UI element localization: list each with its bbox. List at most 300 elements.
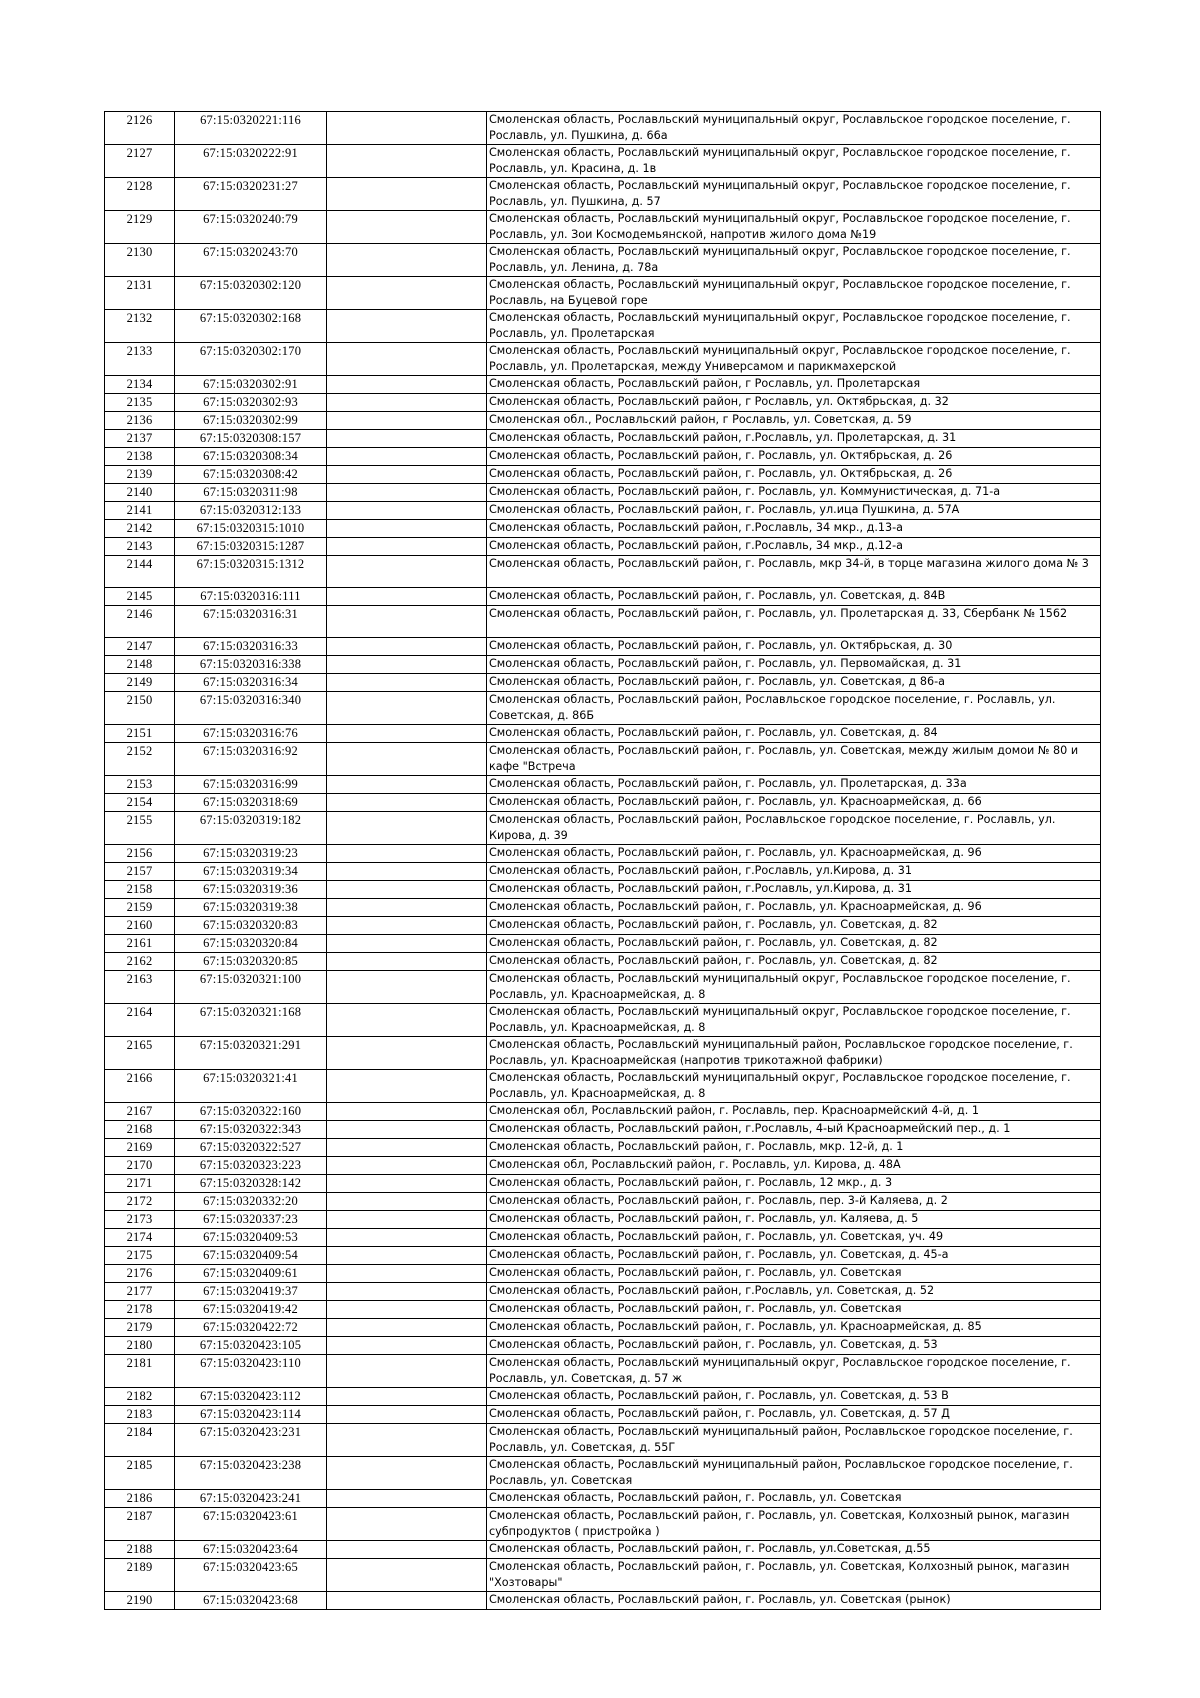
empty-cell <box>327 1457 487 1490</box>
table-row <box>105 935 1101 953</box>
table-row <box>105 776 1101 794</box>
address-cell: Смоленская область, Рославльский муниципальный район, Рославльское городское поселение, г. Рославль, ул. Советская <box>487 1457 1101 1490</box>
cadastral-number: 67:15:0320302:168 <box>175 310 327 343</box>
table-row <box>105 1103 1101 1121</box>
cadastral-number: 67:15:0320316:338 <box>175 656 327 674</box>
table-row <box>105 1247 1101 1265</box>
row-number: 2190 <box>105 1592 175 1610</box>
cadastral-number: 67:15:0320332:20 <box>175 1193 327 1211</box>
table-row <box>105 812 1101 845</box>
address-cell: Смоленская область, Рославльский муниципальный округ, Рославльское городское поселение, г. Рославль, ул. Пушкина, д. 57 <box>487 178 1101 211</box>
cadastral-number: 67:15:0320419:42 <box>175 1301 327 1319</box>
cadastral-number: 67:15:0320322:160 <box>175 1103 327 1121</box>
cadastral-number: 67:15:0320221:116 <box>175 112 327 145</box>
row-number: 2154 <box>105 794 175 812</box>
address-cell: Смоленская область, Рославльский район, г. Рославль, ул. Советская, д. 84В <box>487 588 1101 606</box>
table-row <box>105 1337 1101 1355</box>
table-row <box>105 656 1101 674</box>
cadastral-number: 67:15:0320321:41 <box>175 1070 327 1103</box>
address-cell: Смоленская область, Рославльский район, г.Рославль, ул.Кирова, д. 31 <box>487 863 1101 881</box>
cadastral-number: 67:15:0320423:114 <box>175 1406 327 1424</box>
cadastral-number: 67:15:0320315:1010 <box>175 520 327 538</box>
row-number: 2129 <box>105 211 175 244</box>
table-row <box>105 448 1101 466</box>
empty-cell <box>327 1229 487 1247</box>
table-row <box>105 743 1101 776</box>
address-cell: Смоленская область, Рославльский район, г. Рославль, ул. Советская, д. 82 <box>487 917 1101 935</box>
table-row <box>105 1004 1101 1037</box>
empty-cell <box>327 1355 487 1388</box>
table-row <box>105 394 1101 412</box>
cadastral-number: 67:15:0320337:23 <box>175 1211 327 1229</box>
table-row <box>105 538 1101 556</box>
table-row <box>105 1121 1101 1139</box>
row-number: 2138 <box>105 448 175 466</box>
address-cell: Смоленская область, Рославльский муниципальный район, Рославльское городское поселение, г. Рославль, ул. Советская, д. 55Г <box>487 1424 1101 1457</box>
table-row <box>105 953 1101 971</box>
table-row <box>105 881 1101 899</box>
empty-cell <box>327 776 487 794</box>
empty-cell <box>327 412 487 430</box>
table-row <box>105 1490 1101 1508</box>
row-number: 2185 <box>105 1457 175 1490</box>
empty-cell <box>327 674 487 692</box>
table-row <box>105 1355 1101 1388</box>
row-number: 2141 <box>105 502 175 520</box>
table-row <box>105 863 1101 881</box>
row-number: 2175 <box>105 1247 175 1265</box>
empty-cell <box>327 244 487 277</box>
empty-cell <box>327 1157 487 1175</box>
table-row <box>105 556 1101 588</box>
table-row <box>105 1193 1101 1211</box>
address-cell: Смоленская область, Рославльский район, г. Рославль, ул. Советская, д 86-а <box>487 674 1101 692</box>
address-cell: Смоленская область, Рославльский муниципальный округ, Рославльское городское поселение, г. Рославль, ул. Зои Космодемьянской, напротив жилого дома №19 <box>487 211 1101 244</box>
empty-cell <box>327 556 487 588</box>
empty-cell <box>327 1211 487 1229</box>
table-row <box>105 430 1101 448</box>
row-number: 2184 <box>105 1424 175 1457</box>
row-number: 2158 <box>105 881 175 899</box>
row-number: 2177 <box>105 1283 175 1301</box>
cadastral-number: 67:15:0320316:76 <box>175 725 327 743</box>
address-cell: Смоленская область, Рославльский район, г. Рославль, ул. Советская, д. 53 <box>487 1337 1101 1355</box>
table-row <box>105 1406 1101 1424</box>
cadastral-number: 67:15:0320240:79 <box>175 211 327 244</box>
address-cell: Смоленская область, Рославльский район, г. Рославль, мкр. 12-й, д. 1 <box>487 1139 1101 1157</box>
address-cell: Смоленская область, Рославльский район, г. Рославль, ул. Советская, д. 82 <box>487 953 1101 971</box>
row-number: 2147 <box>105 638 175 656</box>
table-row <box>105 1211 1101 1229</box>
empty-cell <box>327 1337 487 1355</box>
empty-cell <box>327 1139 487 1157</box>
cadastral-number: 67:15:0320316:111 <box>175 588 327 606</box>
cadastral-number: 67:15:0320319:38 <box>175 899 327 917</box>
empty-cell <box>327 178 487 211</box>
table-row <box>105 145 1101 178</box>
empty-cell <box>327 1247 487 1265</box>
empty-cell <box>327 1541 487 1559</box>
cadastral-number: 67:15:0320308:34 <box>175 448 327 466</box>
table-row <box>105 1319 1101 1337</box>
cadastral-number: 67:15:0320302:91 <box>175 376 327 394</box>
row-number: 2132 <box>105 310 175 343</box>
table-row <box>105 244 1101 277</box>
row-number: 2186 <box>105 1490 175 1508</box>
cadastral-number: 67:15:0320231:27 <box>175 178 327 211</box>
cadastral-number: 67:15:0320302:170 <box>175 343 327 376</box>
row-number: 2127 <box>105 145 175 178</box>
row-number: 2168 <box>105 1121 175 1139</box>
address-cell: Смоленская область, Рославльский район, г Рославль, ул. Октябрьская, д. 32 <box>487 394 1101 412</box>
row-number: 2148 <box>105 656 175 674</box>
empty-cell <box>327 743 487 776</box>
row-number: 2159 <box>105 899 175 917</box>
cadastral-number: 67:15:0320423:65 <box>175 1559 327 1592</box>
table-row <box>105 412 1101 430</box>
row-number: 2162 <box>105 953 175 971</box>
empty-cell <box>327 1121 487 1139</box>
table-row <box>105 1139 1101 1157</box>
row-number: 2145 <box>105 588 175 606</box>
table-row <box>105 1283 1101 1301</box>
row-number: 2144 <box>105 556 175 588</box>
row-number: 2133 <box>105 343 175 376</box>
cadastral-number: 67:15:0320316:340 <box>175 692 327 725</box>
empty-cell <box>327 1406 487 1424</box>
address-cell: Смоленская область, Рославльский район, г. Рославль, ул. Первомайская, д. 31 <box>487 656 1101 674</box>
row-number: 2170 <box>105 1157 175 1175</box>
table-row <box>105 466 1101 484</box>
table-row <box>105 674 1101 692</box>
table-row <box>105 1157 1101 1175</box>
empty-cell <box>327 1175 487 1193</box>
empty-cell <box>327 1004 487 1037</box>
row-number: 2136 <box>105 412 175 430</box>
empty-cell <box>327 725 487 743</box>
cadastral-number: 67:15:0320409:61 <box>175 1265 327 1283</box>
row-number: 2155 <box>105 812 175 845</box>
cadastral-number: 67:15:0320312:133 <box>175 502 327 520</box>
cadastral-number: 67:15:0320423:61 <box>175 1508 327 1541</box>
address-cell: Смоленская область, Рославльский муниципальный округ, Рославльское городское поселение, г. Рославль, ул. Красноармейская, д. 8 <box>487 1004 1101 1037</box>
empty-cell <box>327 538 487 556</box>
cadastral-number: 67:15:0320308:157 <box>175 430 327 448</box>
row-number: 2163 <box>105 971 175 1004</box>
table-row <box>105 1388 1101 1406</box>
address-cell: Смоленская область, Рославльский район, г. Рославль, ул. Пролетарская, д. 33а <box>487 776 1101 794</box>
cadastral-number: 67:15:0320320:83 <box>175 917 327 935</box>
empty-cell <box>327 899 487 917</box>
table-row <box>105 1541 1101 1559</box>
address-cell: Смоленская область, Рославльский район, г. Рославль, ул. Советская, Колхозный рынок, магазин субпродуктов ( пристройка ) <box>487 1508 1101 1541</box>
cadastral-number: 67:15:0320302:99 <box>175 412 327 430</box>
address-cell: Смоленская область, Рославльский муниципальный округ, Рославльское городское поселение, г. Рославль, ул. Пролетарская <box>487 310 1101 343</box>
table-row <box>105 1265 1101 1283</box>
cadastral-number: 67:15:0320308:42 <box>175 466 327 484</box>
table-row <box>105 794 1101 812</box>
address-cell: Смоленская область, Рославльский муниципальный округ, Рославльское городское поселение, г. Рославль, на Буцевой горе <box>487 277 1101 310</box>
empty-cell <box>327 1508 487 1541</box>
table-row <box>105 899 1101 917</box>
address-cell: Смоленская область, Рославльский район, г. Рославль, ул. Красноармейская, д. 85 <box>487 1319 1101 1337</box>
empty-cell <box>327 376 487 394</box>
table-row <box>105 725 1101 743</box>
row-number: 2180 <box>105 1337 175 1355</box>
table-row <box>105 1037 1101 1070</box>
empty-cell <box>327 638 487 656</box>
address-cell: Смоленская область, Рославльский район, г. Рославль, ул. Советская, д. 82 <box>487 935 1101 953</box>
row-number: 2178 <box>105 1301 175 1319</box>
row-number: 2169 <box>105 1139 175 1157</box>
address-cell: Смоленская область, Рославльский муниципальный округ, Рославльское городское поселение, г. Рославль, ул. Красноармейская, д. 8 <box>487 1070 1101 1103</box>
empty-cell <box>327 466 487 484</box>
row-number: 2139 <box>105 466 175 484</box>
address-cell: Смоленская область, Рославльский район, г.Рославль, 34 мкр., д.13-а <box>487 520 1101 538</box>
cadastral-number: 67:15:0320316:34 <box>175 674 327 692</box>
cadastral-number: 67:15:0320315:1287 <box>175 538 327 556</box>
empty-cell <box>327 343 487 376</box>
cadastral-number: 67:15:0320316:33 <box>175 638 327 656</box>
address-cell: Смоленская область, Рославльский район, г. Рославль, ул. Красноармейская, д. 96 <box>487 845 1101 863</box>
table-row <box>105 520 1101 538</box>
table-row <box>105 310 1101 343</box>
table-row <box>105 638 1101 656</box>
address-cell: Смоленская обл., Рославльский район, г Рославль, ул. Советская, д. 59 <box>487 412 1101 430</box>
cadastral-number: 67:15:0320419:37 <box>175 1283 327 1301</box>
table-row <box>105 606 1101 638</box>
address-cell: Смоленская область, Рославльский район, г. Рославль, ул. Советская, д. 84 <box>487 725 1101 743</box>
row-number: 2171 <box>105 1175 175 1193</box>
table-row <box>105 917 1101 935</box>
empty-cell <box>327 277 487 310</box>
empty-cell <box>327 692 487 725</box>
empty-cell <box>327 1301 487 1319</box>
cadastral-number: 67:15:0320321:291 <box>175 1037 327 1070</box>
empty-cell <box>327 1559 487 1592</box>
cadastral-number: 67:15:0320302:93 <box>175 394 327 412</box>
empty-cell <box>327 1070 487 1103</box>
row-number: 2126 <box>105 112 175 145</box>
table-row <box>105 277 1101 310</box>
row-number: 2135 <box>105 394 175 412</box>
row-number: 2151 <box>105 725 175 743</box>
row-number: 2173 <box>105 1211 175 1229</box>
empty-cell <box>327 656 487 674</box>
row-number: 2189 <box>105 1559 175 1592</box>
row-number: 2156 <box>105 845 175 863</box>
cadastral-number: 67:15:0320423:64 <box>175 1541 327 1559</box>
empty-cell <box>327 935 487 953</box>
empty-cell <box>327 1265 487 1283</box>
row-number: 2152 <box>105 743 175 776</box>
table-row <box>105 588 1101 606</box>
cadastral-number: 67:15:0320315:1312 <box>175 556 327 588</box>
empty-cell <box>327 588 487 606</box>
empty-cell <box>327 1193 487 1211</box>
empty-cell <box>327 917 487 935</box>
row-number: 2172 <box>105 1193 175 1211</box>
empty-cell <box>327 1490 487 1508</box>
cadastral-number: 67:15:0320302:120 <box>175 277 327 310</box>
row-number: 2142 <box>105 520 175 538</box>
address-cell: Смоленская область, Рославльский район, г. Рославль, ул. Советская <box>487 1265 1101 1283</box>
cadastral-number: 67:15:0320316:31 <box>175 606 327 638</box>
cadastral-number: 67:15:0320320:84 <box>175 935 327 953</box>
row-number: 2140 <box>105 484 175 502</box>
address-cell: Смоленская область, Рославльский район, г. Рославль, ул. Пролетарская д. 33, Сбербанк № 1562 <box>487 606 1101 638</box>
address-cell: Смоленская область, Рославльский район, г. Рославль, ул. Советская, д. 53 В <box>487 1388 1101 1406</box>
cadastral-number: 67:15:0320423:241 <box>175 1490 327 1508</box>
address-cell: Смоленская область, Рославльский муниципальный район, Рославльское городское поселение, г. Рославль, ул. Красноармейская (напротив трикотажной фабрики) <box>487 1037 1101 1070</box>
row-number: 2130 <box>105 244 175 277</box>
empty-cell <box>327 1388 487 1406</box>
address-cell: Смоленская область, Рославльский район, г. Рославль, ул. Коммунистическая, д. 71-а <box>487 484 1101 502</box>
empty-cell <box>327 863 487 881</box>
cadastral-number: 67:15:0320319:23 <box>175 845 327 863</box>
row-number: 2187 <box>105 1508 175 1541</box>
address-cell: Смоленская область, Рославльский муниципальный округ, Рославльское городское поселение, г. Рославль, ул. Пролетарская, между Универсамом и парикмахерской <box>487 343 1101 376</box>
cadastral-number: 67:15:0320423:68 <box>175 1592 327 1610</box>
empty-cell <box>327 881 487 899</box>
row-number: 2153 <box>105 776 175 794</box>
row-number: 2143 <box>105 538 175 556</box>
empty-cell <box>327 502 487 520</box>
address-cell: Смоленская область, Рославльский район, г. Рославль, ул. Каляева, д. 5 <box>487 1211 1101 1229</box>
table-row <box>105 1070 1101 1103</box>
row-number: 2174 <box>105 1229 175 1247</box>
table-row <box>105 845 1101 863</box>
address-cell: Смоленская область, Рославльский район, г. Рославль, ул. Советская, д. 45-а <box>487 1247 1101 1265</box>
address-cell: Смоленская область, Рославльский муниципальный округ, Рославльское городское поселение, г. Рославль, ул. Красноармейская, д. 8 <box>487 971 1101 1004</box>
empty-cell <box>327 448 487 466</box>
empty-cell <box>327 394 487 412</box>
cadastral-number: 67:15:0320322:527 <box>175 1139 327 1157</box>
empty-cell <box>327 1424 487 1457</box>
table-row <box>105 343 1101 376</box>
address-cell: Смоленская область, Рославльский муниципальный округ, Рославльское городское поселение, г. Рославль, ул. Советская, д. 57 ж <box>487 1355 1101 1388</box>
address-cell: Смоленская область, Рославльский район, г. Рославль, ул. Красноармейская, д. 96 <box>487 899 1101 917</box>
row-number: 2146 <box>105 606 175 638</box>
address-cell: Смоленская область, Рославльский район, г. Рославль, мкр 34-й, в торце магазина жилого дома № 3 <box>487 556 1101 588</box>
empty-cell <box>327 112 487 145</box>
empty-cell <box>327 971 487 1004</box>
table-row <box>105 1508 1101 1541</box>
cadastral-number: 67:15:0320316:99 <box>175 776 327 794</box>
empty-cell <box>327 1283 487 1301</box>
address-cell: Смоленская область, Рославльский район, г. Рославль, ул. Октябрьская, д. 30 <box>487 638 1101 656</box>
row-number: 2134 <box>105 376 175 394</box>
address-cell: Смоленская область, Рославльский район, г. Рославль, пер. 3-й Каляева, д. 2 <box>487 1193 1101 1211</box>
cadastral-number: 67:15:0320423:105 <box>175 1337 327 1355</box>
address-cell: Смоленская область, Рославльский район, г. Рославль, 12 мкр., д. 3 <box>487 1175 1101 1193</box>
address-cell: Смоленская область, Рославльский район, Рославльское городское поселение, г. Рославль, ул. Кирова, д. 39 <box>487 812 1101 845</box>
table-row <box>105 971 1101 1004</box>
row-number: 2161 <box>105 935 175 953</box>
address-cell: Смоленская область, Рославльский район, г.Рославль, 34 мкр., д.12-а <box>487 538 1101 556</box>
cadastral-number: 67:15:0320409:54 <box>175 1247 327 1265</box>
address-cell: Смоленская обл, Рославльский район, г. Рославль, пер. Красноармейский 4-й, д. 1 <box>487 1103 1101 1121</box>
row-number: 2166 <box>105 1070 175 1103</box>
empty-cell <box>327 430 487 448</box>
empty-cell <box>327 606 487 638</box>
address-cell: Смоленская область, Рославльский район, г. Рославль, ул. Советская <box>487 1490 1101 1508</box>
address-cell: Смоленская область, Рославльский район, г. Рославль, ул.Советская, д.55 <box>487 1541 1101 1559</box>
address-cell: Смоленская область, Рославльский район, г. Рославль, ул. Октябрьская, д. 26 <box>487 448 1101 466</box>
cadastral-number: 67:15:0320323:223 <box>175 1157 327 1175</box>
table-row <box>105 484 1101 502</box>
empty-cell <box>327 1319 487 1337</box>
empty-cell <box>327 145 487 178</box>
address-cell: Смоленская область, Рославльский район, г. Рославль, ул. Советская, между жилым домои № 80 и кафе "Встреча <box>487 743 1101 776</box>
empty-cell <box>327 484 487 502</box>
table-row <box>105 112 1101 145</box>
address-cell: Смоленская область, Рославльский район, г. Рославль, ул. Октябрьская, д. 26 <box>487 466 1101 484</box>
address-cell: Смоленская область, Рославльский район, г. Рославль, ул. Советская <box>487 1301 1101 1319</box>
table-row <box>105 1559 1101 1592</box>
row-number: 2131 <box>105 277 175 310</box>
row-number: 2164 <box>105 1004 175 1037</box>
cadastral-number: 67:15:0320423:231 <box>175 1424 327 1457</box>
address-cell: Смоленская область, Рославльский район, г. Рославль, ул.ица Пушкина, д. 57А <box>487 502 1101 520</box>
empty-cell <box>327 211 487 244</box>
table-row <box>105 1457 1101 1490</box>
cadastral-number: 67:15:0320422:72 <box>175 1319 327 1337</box>
address-cell: Смоленская область, Рославльский район, г Рославль, ул. Пролетарская <box>487 376 1101 394</box>
address-cell: Смоленская область, Рославльский район, г.Рославль, ул. Пролетарская, д. 31 <box>487 430 1101 448</box>
row-number: 2179 <box>105 1319 175 1337</box>
cadastral-number: 67:15:0320222:91 <box>175 145 327 178</box>
cadastral-number: 67:15:0320423:110 <box>175 1355 327 1388</box>
cadastral-number: 67:15:0320409:53 <box>175 1229 327 1247</box>
address-cell: Смоленская область, Рославльский район, г. Рославль, ул. Красноармейская, д. 66 <box>487 794 1101 812</box>
address-cell: Смоленская область, Рославльский район, г. Рославль, ул. Советская, Колхозный рынок, магазин "Хозтовары" <box>487 1559 1101 1592</box>
address-cell: Смоленская область, Рославльский муниципальный округ, Рославльское городское поселение, г. Рославль, ул. Красина, д. 1в <box>487 145 1101 178</box>
cadastral-number: 67:15:0320319:34 <box>175 863 327 881</box>
row-number: 2182 <box>105 1388 175 1406</box>
address-cell: Смоленская область, Рославльский район, г.Рославль, 4-ый Красноармейский пер., д. 1 <box>487 1121 1101 1139</box>
row-number: 2181 <box>105 1355 175 1388</box>
table-row <box>105 376 1101 394</box>
address-cell: Смоленская область, Рославльский район, г.Рославль, ул. Советская, д. 52 <box>487 1283 1101 1301</box>
cadastral-number: 67:15:0320328:142 <box>175 1175 327 1193</box>
cadastral-number: 67:15:0320322:343 <box>175 1121 327 1139</box>
cadastral-number: 67:15:0320321:100 <box>175 971 327 1004</box>
address-cell: Смоленская область, Рославльский муниципальный округ, Рославльское городское поселение, г. Рославль, ул. Ленина, д. 78а <box>487 244 1101 277</box>
row-number: 2165 <box>105 1037 175 1070</box>
empty-cell <box>327 812 487 845</box>
table-row <box>105 692 1101 725</box>
row-number: 2137 <box>105 430 175 448</box>
row-number: 2150 <box>105 692 175 725</box>
address-cell: Смоленская область, Рославльский район, г. Рославль, ул. Советская, д. 57 Д <box>487 1406 1101 1424</box>
empty-cell <box>327 845 487 863</box>
row-number: 2176 <box>105 1265 175 1283</box>
table-row <box>105 1229 1101 1247</box>
row-number: 2128 <box>105 178 175 211</box>
table-row <box>105 502 1101 520</box>
cadastral-number: 67:15:0320423:112 <box>175 1388 327 1406</box>
table-row <box>105 211 1101 244</box>
cadastral-number: 67:15:0320319:36 <box>175 881 327 899</box>
table-row <box>105 1301 1101 1319</box>
table-row <box>105 1592 1101 1610</box>
table-row <box>105 1424 1101 1457</box>
empty-cell <box>327 520 487 538</box>
cadastral-number: 67:15:0320423:238 <box>175 1457 327 1490</box>
cadastral-number: 67:15:0320321:168 <box>175 1004 327 1037</box>
empty-cell <box>327 1037 487 1070</box>
